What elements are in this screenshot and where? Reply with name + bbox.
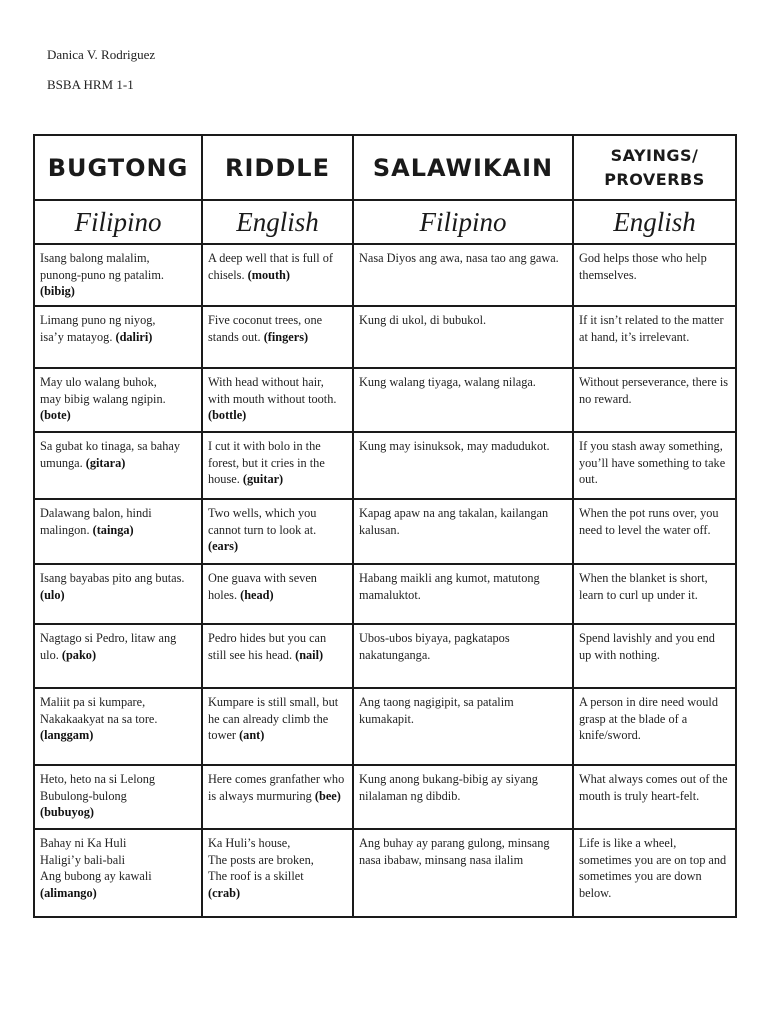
riddle-answer: (bottle) bbox=[208, 408, 247, 422]
author-name: Danica V. Rodriguez bbox=[47, 47, 156, 62]
saying-cell: When the pot runs over, you need to level the water off. bbox=[573, 499, 736, 564]
saying-cell: If you stash away something, you’ll have something to take out. bbox=[573, 432, 736, 499]
column-language-3: Filipino bbox=[353, 200, 573, 244]
salawikain-cell: Ang taong nagigipit, sa patalim kumakapit. bbox=[353, 688, 573, 765]
table-row bbox=[34, 829, 736, 917]
riddle-cell: A deep well that is full of chisels. (mouth) bbox=[202, 244, 353, 306]
salawikain-cell: Habang maikli ang kumot, matutong mamaluktot. bbox=[353, 564, 573, 624]
riddle-answer: (head) bbox=[240, 587, 274, 602]
bugtong-answer: (langgam) bbox=[40, 728, 94, 742]
bugtong-answer: (tainga) bbox=[92, 522, 134, 537]
bugtong-cell: Dalawang balon, hindi malingon. (tainga) bbox=[34, 499, 202, 564]
riddle-cell: Five coconut trees, one stands out. (fingers) bbox=[202, 306, 353, 368]
riddles-proverbs-table bbox=[33, 134, 737, 918]
saying-cell: When the blanket is short, learn to curl up under it. bbox=[573, 564, 736, 624]
saying-cell: Spend lavishly and you end up with nothing. bbox=[573, 624, 736, 688]
column-language-2: English bbox=[202, 200, 353, 244]
salawikain-cell: Nasa Diyos ang awa, nasa tao ang gawa. bbox=[353, 244, 573, 306]
bugtong-answer: (bote) bbox=[40, 408, 71, 422]
riddle-answer: (bee) bbox=[314, 788, 341, 803]
bugtong-answer: (alimango) bbox=[40, 885, 97, 900]
riddle-answer: (ant) bbox=[239, 728, 265, 742]
bugtong-cell: May ulo walang buhok, may bibig walang ngipin. (bote) bbox=[34, 368, 202, 432]
riddle-answer: (ears) bbox=[208, 539, 239, 553]
bugtong-cell: Maliit pa si kumpare, Nakakaakyat na sa tore. (langgam) bbox=[34, 688, 202, 765]
salawikain-cell: Ubos-ubos biyaya, pagkatapos nakatunganga. bbox=[353, 624, 573, 688]
bugtong-answer: (pako) bbox=[61, 647, 97, 662]
table-row bbox=[34, 306, 736, 368]
bugtong-cell: Isang bayabas pito ang butas. (ulo) bbox=[34, 564, 202, 624]
salawikain-cell: Kapag apaw na ang takalan, kailangan kalusan. bbox=[353, 499, 573, 564]
column-language-4: English bbox=[573, 200, 736, 244]
bugtong-cell: Limang puno ng niyog, isa’y matayog. (daliri) bbox=[34, 306, 202, 368]
bugtong-cell: Isang balong malalim, punong-puno ng patalim. (bibig) bbox=[34, 244, 202, 306]
riddle-answer: (fingers) bbox=[263, 329, 309, 344]
column-title-sayings-proverbs bbox=[573, 135, 736, 200]
column-language-1: Filipino bbox=[34, 200, 202, 244]
salawikain-cell: Kung di ukol, di bubukol. bbox=[353, 306, 573, 368]
riddle-cell: Here comes granfather who is always murmuring (bee) bbox=[202, 765, 353, 829]
saying-cell: A person in dire need would grasp at the blade of a knife/sword. bbox=[573, 688, 736, 765]
bugtong-answer: (bubuyog) bbox=[40, 805, 94, 819]
table-row bbox=[34, 688, 736, 765]
course-section: BSBA HRM 1-1 bbox=[47, 77, 134, 92]
saying-cell: God helps those who help themselves. bbox=[573, 244, 736, 306]
bugtong-cell: Bahay ni Ka Huli Haligi’y bali-bali Ang bubong ay kawali (alimango) bbox=[34, 829, 202, 917]
bugtong-answer: (bibig) bbox=[40, 284, 75, 298]
saying-cell: What always comes out of the mouth is truly heart-felt. bbox=[573, 765, 736, 829]
bugtong-cell: Sa gubat ko tinaga, sa bahay umunga. (gitara) bbox=[34, 432, 202, 499]
riddle-cell: Kumpare is still small, but he can already climb the tower (ant) bbox=[202, 688, 353, 765]
salawikain-cell: Kung may isinuksok, may madudukot. bbox=[353, 432, 573, 499]
saying-cell: If it isn’t related to the matter at hand, it’s irrelevant. bbox=[573, 306, 736, 368]
riddle-cell: One guava with seven holes. (head) bbox=[202, 564, 353, 624]
salawikain-cell: Ang buhay ay parang gulong, minsang nasa ibabaw, minsang nasa ilalim bbox=[353, 829, 573, 917]
salawikain-cell: Kung walang tiyaga, walang nilaga. bbox=[353, 368, 573, 432]
riddle-answer: (nail) bbox=[295, 647, 324, 662]
riddle-answer: (guitar) bbox=[242, 472, 284, 486]
column-title-proverbs: PROVERBS bbox=[604, 169, 705, 189]
table-row bbox=[34, 765, 736, 829]
riddle-cell: With head without hair, with mouth without tooth. (bottle) bbox=[202, 368, 353, 432]
table-row bbox=[34, 244, 736, 306]
table-row bbox=[34, 564, 736, 624]
column-title-row bbox=[34, 135, 736, 200]
riddle-answer: (crab) bbox=[208, 885, 241, 900]
bugtong-cell: Nagtago si Pedro, litaw ang ulo. (pako) bbox=[34, 624, 202, 688]
salawikain-cell: Kung anong bukang-bibig ay siyang nilalaman ng dibdib. bbox=[353, 765, 573, 829]
table-row bbox=[34, 368, 736, 432]
column-language-row bbox=[34, 200, 736, 244]
column-title-salawikain: SALAWIKAIN bbox=[353, 135, 573, 200]
riddle-answer: (mouth) bbox=[247, 267, 290, 282]
table-row bbox=[34, 432, 736, 499]
saying-cell: Life is like a wheel, sometimes you are on top and sometimes you are down below. bbox=[573, 829, 736, 917]
riddle-cell: I cut it with bolo in the forest, but it cries in the house. (guitar) bbox=[202, 432, 353, 499]
bugtong-answer: (daliri) bbox=[115, 329, 153, 344]
bugtong-cell: Heto, heto na si Lelong Bubulong-bulong (bubuyog) bbox=[34, 765, 202, 829]
riddle-cell: Ka Huli’s house, The posts are broken, The roof is a skillet (crab) bbox=[202, 829, 353, 917]
bugtong-answer: (ulo) bbox=[40, 587, 65, 602]
table-row bbox=[34, 624, 736, 688]
column-title-sayings: SAYINGS/ bbox=[610, 145, 699, 165]
riddle-cell: Two wells, which you cannot turn to look at. (ears) bbox=[202, 499, 353, 564]
bugtong-answer: (gitara) bbox=[85, 455, 126, 470]
saying-cell: Without perseverance, there is no reward. bbox=[573, 368, 736, 432]
column-title-riddle: RIDDLE bbox=[202, 135, 353, 200]
column-title-bugtong: BUGTONG bbox=[34, 135, 202, 200]
riddle-cell: Pedro hides but you can still see his head. (nail) bbox=[202, 624, 353, 688]
table-row bbox=[34, 499, 736, 564]
